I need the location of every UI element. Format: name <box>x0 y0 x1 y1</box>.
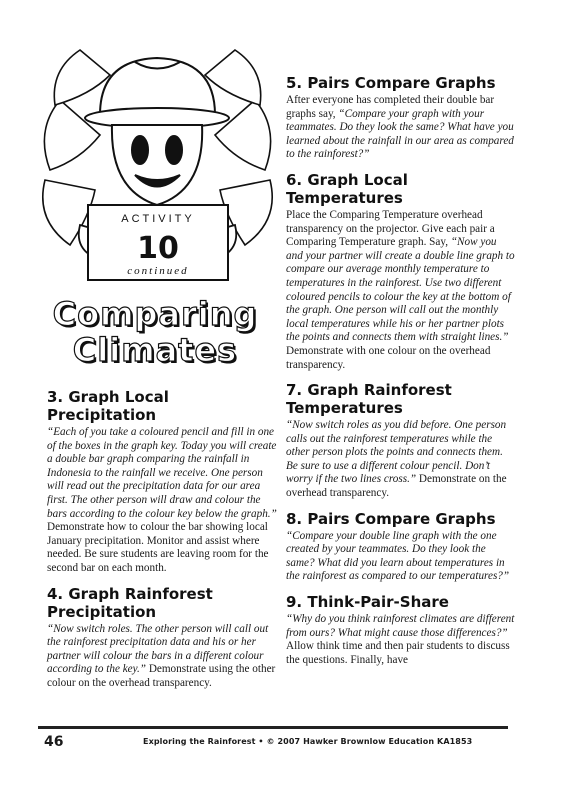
section-8 <box>286 510 516 584</box>
character-helmet <box>85 58 229 128</box>
section-4 <box>47 585 279 691</box>
section-3-text: Demonstrate how to colour the bar showing local January precipitation. Monitor and assist where needed. Be sure students are leaving room for the second bar on each month. <box>47 521 269 574</box>
character-face <box>112 125 202 205</box>
section-9-body <box>286 613 516 667</box>
section-5-heading: 5. Pairs Compare Graphs <box>286 74 496 92</box>
section-7-body <box>286 419 516 501</box>
section-5 <box>286 74 516 162</box>
section-9 <box>286 593 516 667</box>
section-6 <box>286 171 516 372</box>
page-number: 46 <box>44 734 64 750</box>
section-4-text: Demonstrate using the other colour on the overhead transparency. <box>47 663 276 689</box>
section-3 <box>47 388 279 576</box>
section-7 <box>286 381 516 501</box>
page-title <box>20 296 290 368</box>
section-8-heading: 8. Pairs Compare Graphs <box>286 509 496 528</box>
section-6-text: Demonstrate with one colour on the overhead transparency. <box>286 344 491 371</box>
section-5-quote: “Compare your graph with your teammates. Do they look the same? What have you learned about the rainfall in our area as compared to the rainforest?” <box>286 107 514 161</box>
section-9-quote: “Why do you think rainforest climates are different from ours? What might cause those differences?” <box>286 613 515 639</box>
section-6-heading: 6. Graph Local Temperatures <box>286 170 408 207</box>
activity-illustration <box>40 40 275 290</box>
section-5-body <box>286 94 516 162</box>
section-4-body <box>47 623 279 691</box>
section-7-quote: “Now switch roles as you did before. One person calls out the rainforest temperatures while the other person plots the points and connects them. Be sure to use a different colour pencil. Don’t worry if the two lines cross.” <box>286 419 507 486</box>
section-3-body <box>47 426 279 576</box>
section-4-quote: “Now switch roles. The other person will call out the rainforest precipitation data and his or her partner will colour the bars in a different colour according to the key.” <box>47 622 269 676</box>
section-8-body <box>286 530 516 584</box>
footer-text: Exploring the Rainforest • © 2007 Hawker Brownlow Education KA1853 <box>143 737 473 746</box>
section-9-heading: 9. Think-Pair-Share <box>286 593 449 612</box>
section-7-heading: 7. Graph Rainforest Temperatures <box>286 381 452 418</box>
section-7-text: Demonstrate on the overhead transparency. <box>286 473 507 500</box>
section-6-body <box>286 209 516 372</box>
footer-rule <box>38 726 508 729</box>
title-line-2: Climates <box>72 331 238 369</box>
section-8-quote: “Compare your double line graph with the one created by your teammates. Do they look the same? What did you learn about temperatures in the rainforest as compared to our temperatures?” <box>286 529 510 583</box>
title-line-1: Comparing <box>52 295 258 333</box>
section-5-text: After everyone has completed their double bar graphs say, <box>286 94 495 120</box>
section-6-text-before: Place the Comparing Temperature overhead transparency on the projector. Give each pair a Comparing Temperature graph. Say, <box>286 208 495 249</box>
left-column <box>47 388 279 700</box>
activity-number: 10 <box>137 231 179 266</box>
section-9-text: Allow think time and then pair students to discuss the questions. Finally, have <box>286 640 510 666</box>
section-4-heading: 4. Graph Rainforest Precipitation <box>47 584 213 621</box>
activity-continued: continued <box>127 265 189 277</box>
right-column <box>286 74 516 676</box>
section-6-quote: “Now you and your partner will create a double line graph to compare our average monthly temperature to temperatures in the rainforest. Use two different coloured pencils to colour the key at the bottom of the graph. One person will call out the monthly local temperatures while his or her partner plots the points and connects them with straight lines.” <box>286 236 515 344</box>
activity-word: ACTIVITY <box>121 213 195 225</box>
section-3-quote: “Each of you take a coloured pencil and fill in one of the boxes in the graph key. Today you will create a double bar graph comparing the rainfall in Indonesia to the rainfall we receive. One person will read out the precipitation data for our area first. The other person will draw and colour the bars according to the colour key below the graph.” <box>47 426 277 520</box>
section-3-heading: 3. Graph Local Precipitation <box>47 388 169 424</box>
